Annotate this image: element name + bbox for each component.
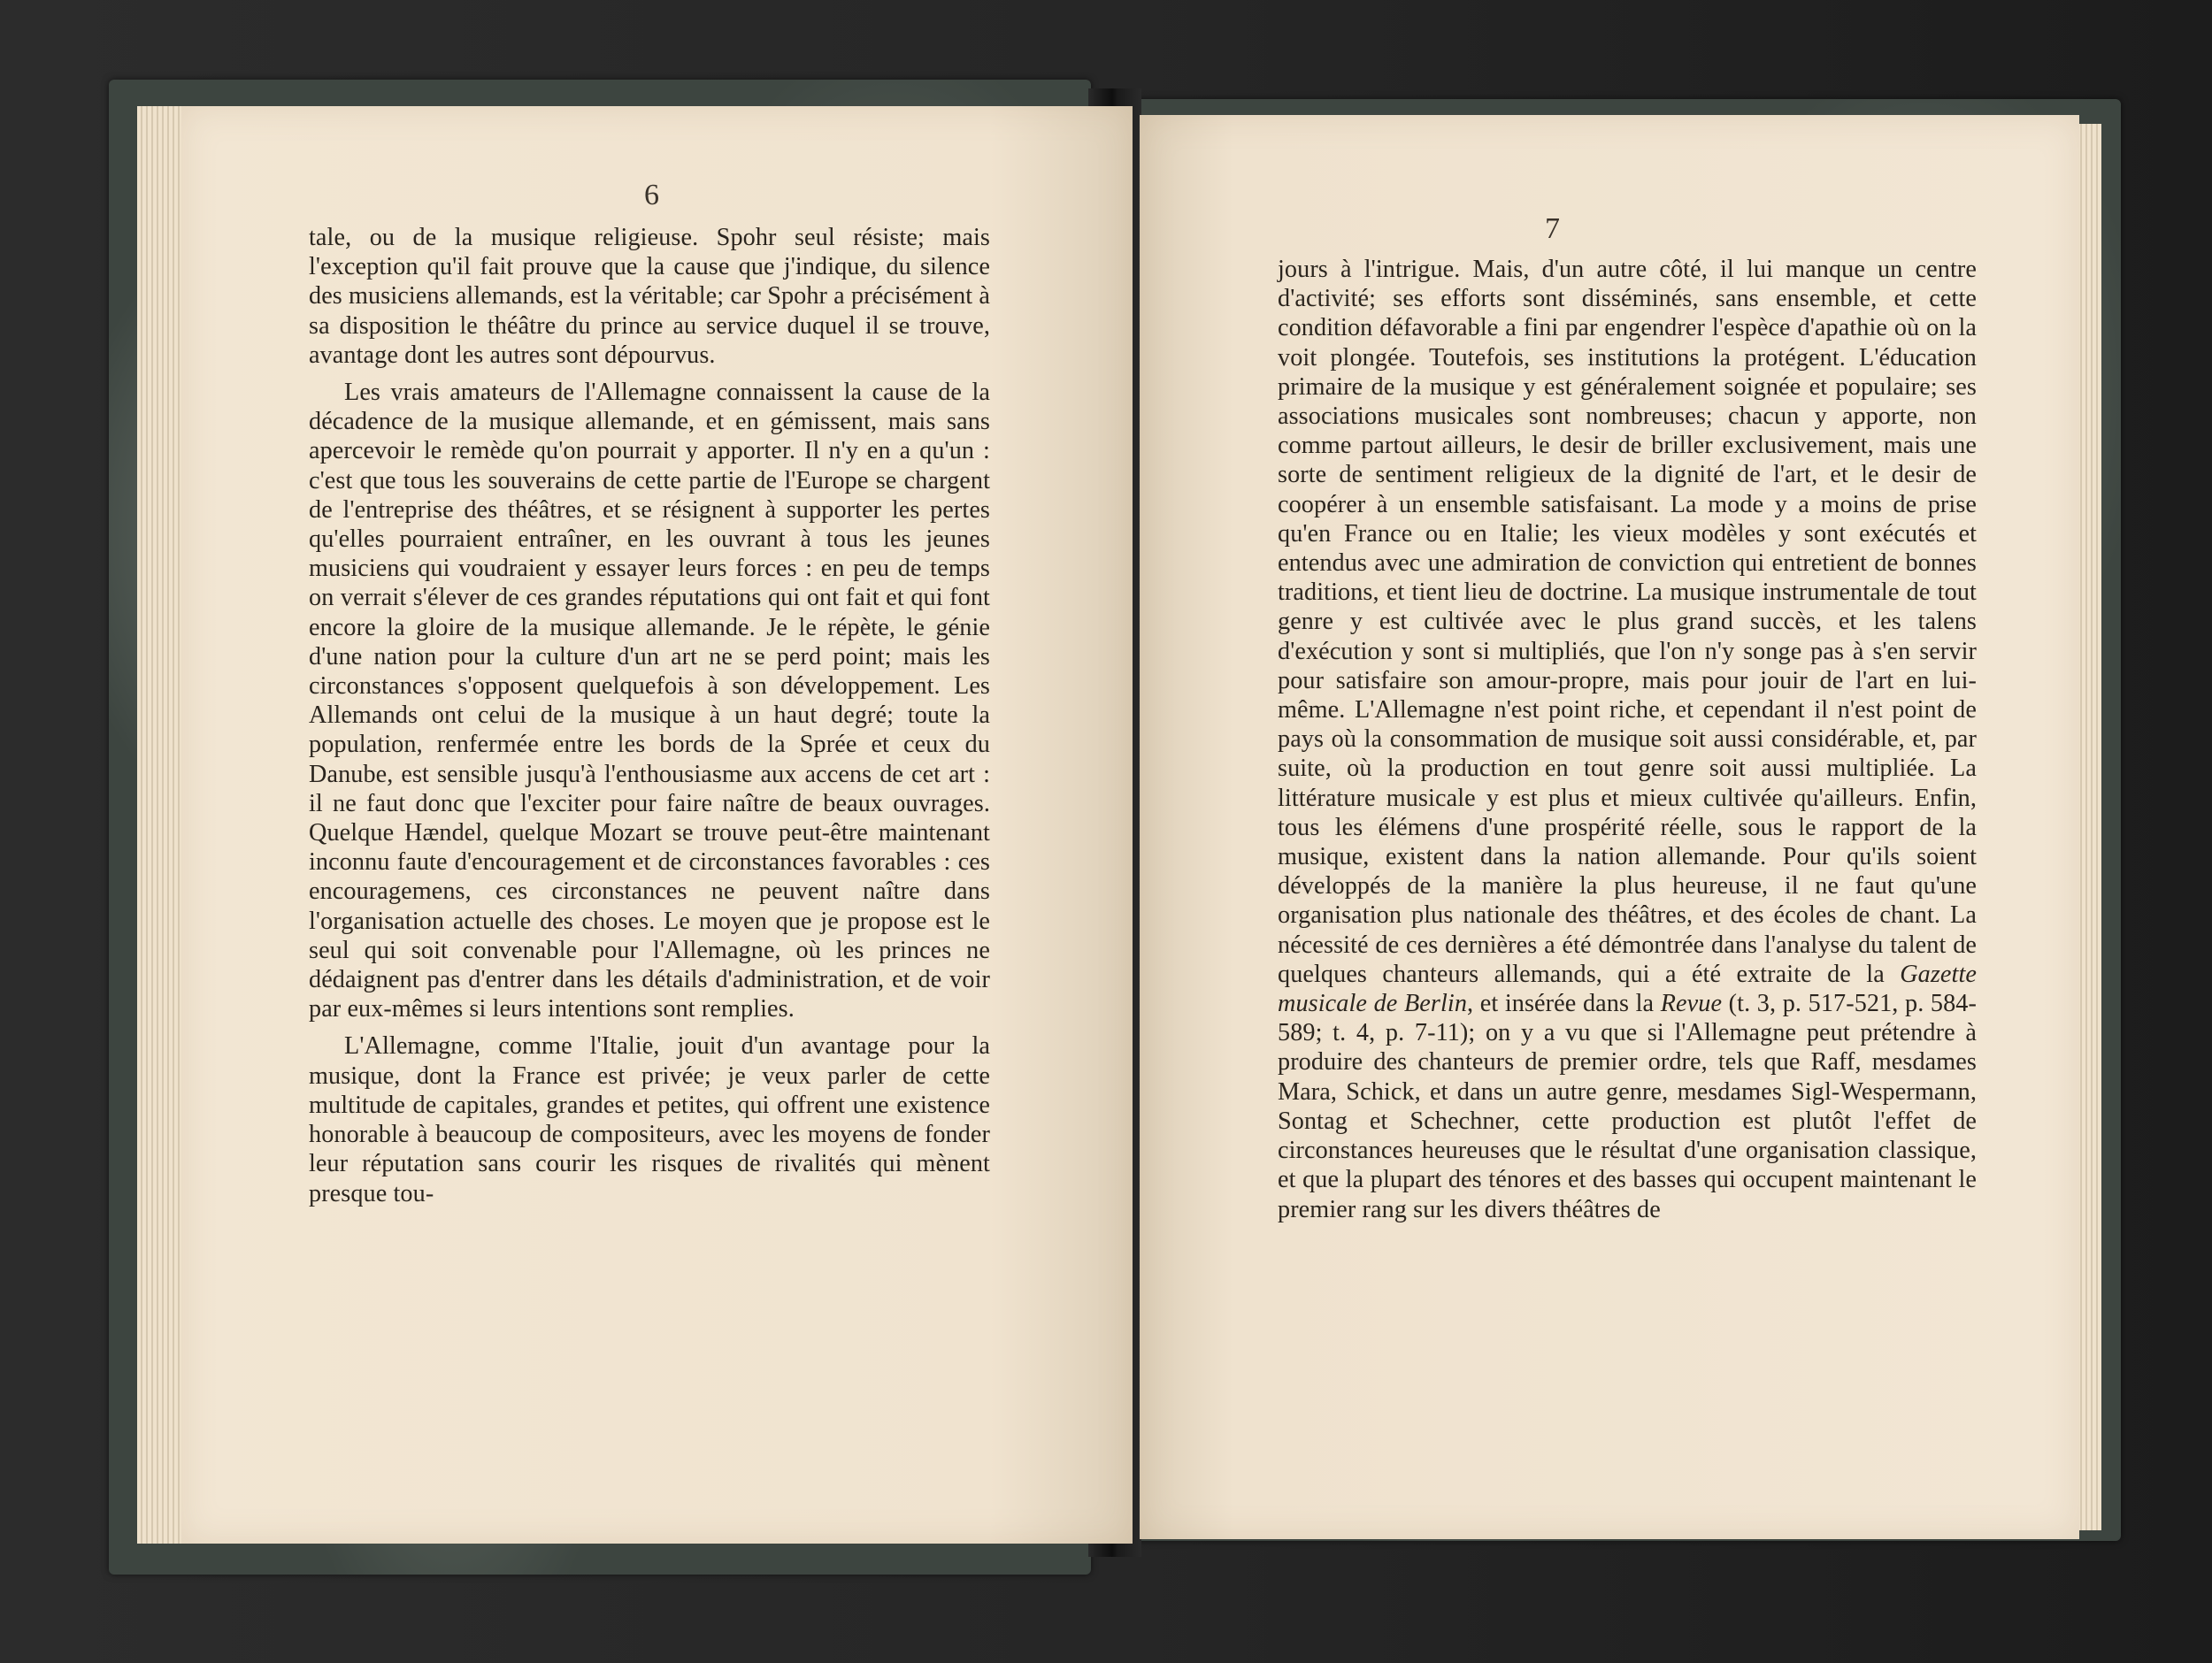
paragraph: L'Allemagne, comme l'Italie, jouit d'un avantage pour la musique, dont la France est privée; je veux parler de cette multitude de capitales, grandes et petites, qui offrent une existence honorable à beaucoup de compositeurs, avec les moyens de fonder leur réputation sans courir les risques de rivalités qui mènent presque tou- (309, 1032, 990, 1207)
text-run: , et insérée dans la (1467, 990, 1655, 1018)
paragraph (1278, 255, 1977, 1224)
page-number-left: 6 (644, 179, 659, 211)
page-number-right: 7 (1545, 212, 1560, 245)
text-run: jours à l'intrigue. Mais, d'un autre côté, il lui manque un centre d'activité; ses efforts sont disséminés, sans ensemble, et cette condition défavorable a fini par engendrer l'espèce d'apathie où on la voit plongée. Toutefois, ses institutions la protégent. L'éducation primaire de la musique y est généralement soignée et populaire; ses associations musicales sont nombreuses; chacun y apporte, non comme partout ailleurs, le desir de briller exclusivement, mais une sorte de sentiment religieux de la dignité de l'art, et le desir de coopérer à un ensemble satisfaisant. La mode y a moins de prise qu'en France ou en Italie; les vieux modèles y sont exécutés et entendus avec une admiration de conviction qui entretient de bonnes traditions, et tient lieu de doctrine. La musique instrumentale de tout genre y est cultivée avec le plus grand succès, et les talens d'exécution y sont si multipliés, que l'on n'y songe pas à s'en servir pour satisfaire son amour-propre, mais pour jouir de l'art en lui-même. L'Allemagne n'est point riche, et cependant il n'est point de pays où la consommation de musique soit aussi considérable, et, par suite, où la production en tout genre soit aussi multipliée. La littérature musicale y est plus et mieux cultivée qu'ailleurs. Enfin, tous les élémens d'une prospérité réelle, sous le rapport de la musique, existent dans la nation allemande. Pour qu'ils soient développés de la manière la plus heureuse, il ne faut qu'une organisation plus nationale des théâtres, et des écoles de chant. La nécessité de ces dernières a été démontrée dans l'analyse du talent de quelques chanteurs allemands, qui a été extraite de la (1278, 256, 1977, 988)
citation-title: Revue (1660, 990, 1723, 1018)
citation-title: Gazette musicale de Berlin (1278, 960, 1977, 1018)
left-page-text (309, 223, 990, 1208)
text-run: (t. 3, p. 517-521, p. 584-589; t. 4, p. 7-11); on y a vu que si l'Allemagne peut prétendre à produire des chanteurs de premier ordre, tels que Raff, mesdames Mara, Schick, et dans un autre genre, mesdames Sigl-Wespermann, Sontag et Schechner, cette production est plutôt l'effet de circonstances heureuses que le résultat d'une organisation classique, et que la plupart des ténores et des basses qui occupent maintenant le premier rang sur les divers théâtres de (1278, 990, 1977, 1223)
paragraph: Les vrais amateurs de l'Allemagne connaissent la cause de la décadence de la musique allemande, et en gémissent, mais sans apercevoir le remède qu'on pourrait y apporter. Il n'y en a qu'un : c'est que tous les souverains de cette partie de l'Europe se chargent de l'entreprise des théâtres, et se résignent à supporter les pertes qu'elles pourraient entraîner, en les ouvrant à tous les jeunes musiciens qui voudraient y essayer leurs forces : en peu de temps on verrait s'élever de ces grandes réputations qui ont fait et qui font encore la gloire de la musique allemande. Je le répète, le génie d'une nation pour la culture d'un art ne se perd point; mais les circonstances s'opposent quelquefois à son développement. Les Allemands ont celui de la musique à un haut degré; toute la population, renfermée entre les bords de la Sprée et ceux du Danube, est sensible jusqu'à l'enthousiasme aux accens de cet art : il ne faut donc que l'exciter pour faire naître de beaux ouvrages. Quelque Hændel, quelque Mozart se trouve peut-être maintenant inconnu faute d'encouragement et de circonstances favorables : ces encouragemens, ces circonstances ne peuvent naître dans l'organisation actuelle des choses. Le moyen que je propose est le seul qui soit convenable pour l'Allemagne, où les princes ne dédaignent pas d'entrer dans les détails d'administration, et de voir par eux-mêmes si leurs intentions sont remplies. (309, 379, 990, 1023)
right-page (1140, 115, 2079, 1539)
right-page-text (1278, 255, 1977, 1224)
left-page (181, 106, 1133, 1544)
paragraph: tale, ou de la musique religieuse. Spohr seul résiste; mais l'exception qu'il fait prouve que la cause que j'indique, du silence des musiciens allemands, est la véritable; car Spohr a précisément à sa disposition le théâtre du prince au service duquel il se trouve, avantage dont les autres sont dépourvus. (309, 224, 990, 369)
